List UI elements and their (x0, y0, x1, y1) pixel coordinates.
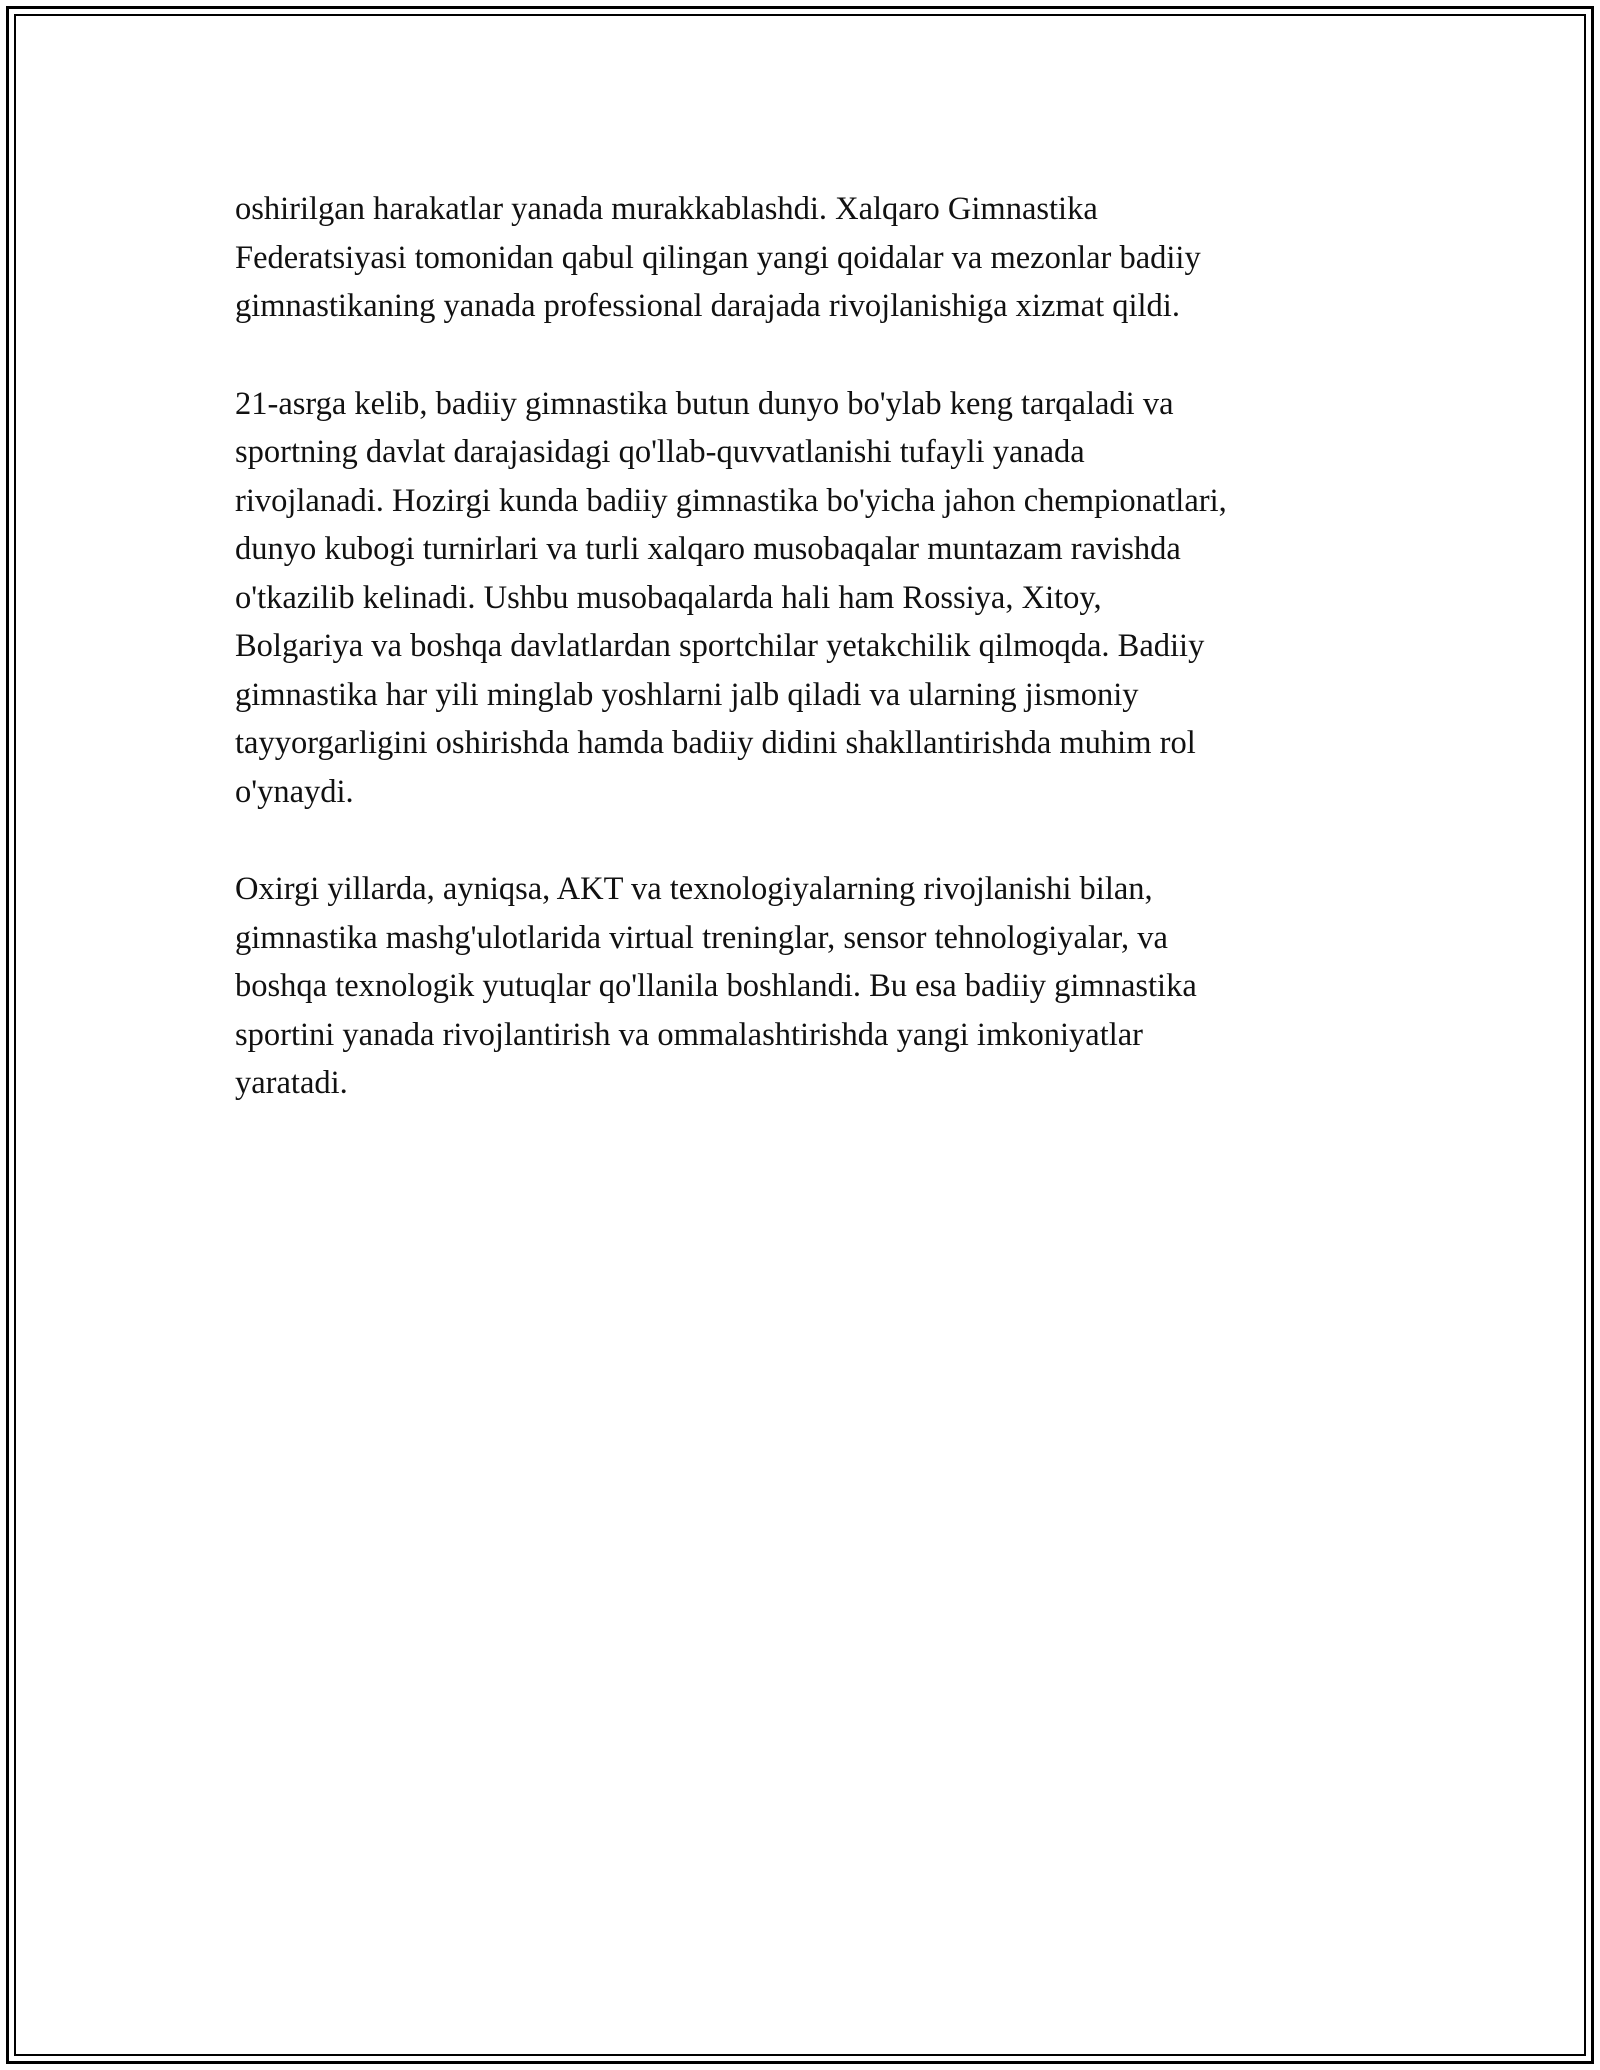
paragraph-1: oshirilgan harakatlar yanada murakkablashdi. Xalqaro Gimnastika Federatsiyasi tomonidan qabul qilingan yangi qoidalar va mezonlar badiiy gimnastikaning yanada professional darajada rivojlanishiga xizmat qildi. (235, 191, 1201, 324)
paragraph-2: 21-asrga kelib, badiiy gimnastika butun dunyo bo'ylab keng tarqaladi va sportning davlat darajasidagi qo'llab-quvvatlanishi tufayli yanada rivojlanadi. Hozirgi kunda badiiy gimnastika bo'yicha jahon chempionatlari, dunyo kubogi turnirlari va turli xalqaro musobaqalar muntazam ravishda o'tkazilib kelinadi. Ushbu musobaqalarda hali ham Rossiya, Xitoy, Bolgariya va boshqa davlatlardan sportchilar yetakchilik qilmoqda. Badiiy gimnastika har yili minglab yoshlarni jalb qiladi va ularning jismoniy tayyorgarligini oshirishda hamda badiiy didini shakllantirishda muhim rol o'ynaydi. (235, 385, 1227, 810)
document-body (235, 185, 1385, 1157)
paragraph-3: Oxirgi yillarda, ayniqsa, AKT va texnologiyalarning rivojlanishi bilan, gimnastika mashg'ulotlarida virtual treninglar, sensor tehnologiyalar, va boshqa texnologik yutuqlar qo'llanila boshlandi. Bu esa badiiy gimnastika sportini yanada rivojlantirish va ommalashtirishda yangi imkoniyatlar yaratadi. (235, 871, 1197, 1101)
